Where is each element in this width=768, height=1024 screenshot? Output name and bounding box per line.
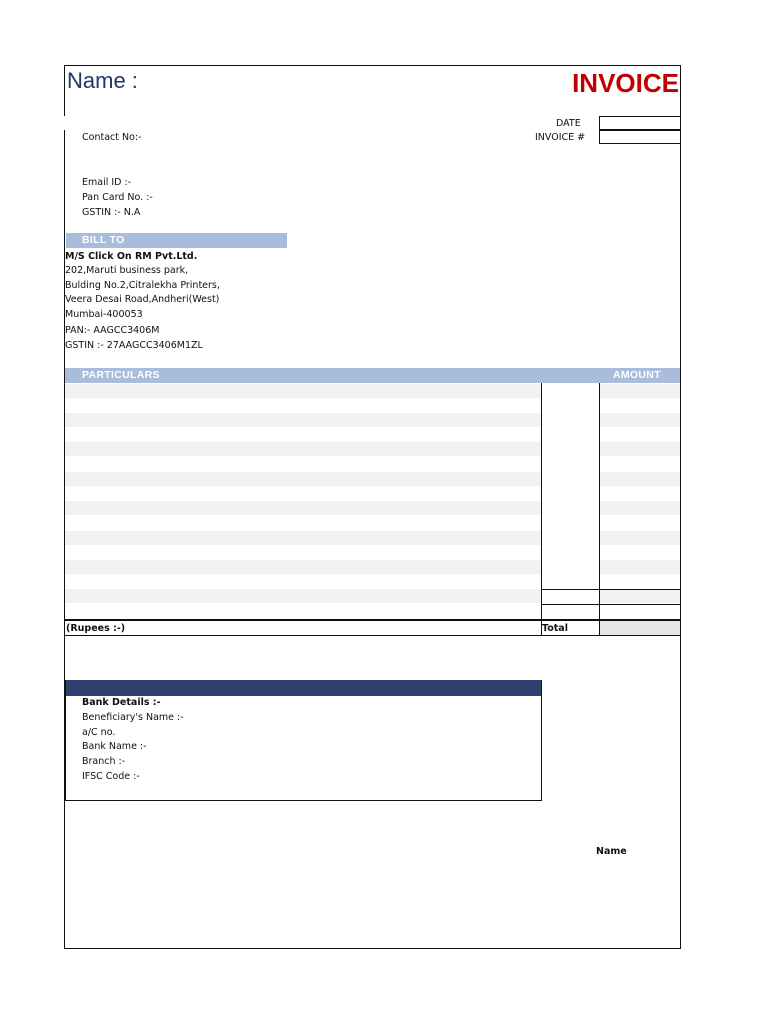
item-row[interactable]	[65, 531, 541, 545]
bill-to-gstin: GSTIN :- 27AAGCC3406M1ZL	[65, 340, 203, 351]
email-label: Email ID :-	[82, 177, 132, 188]
invoice-title: INVOICE	[572, 68, 679, 98]
total-bottom-rule	[65, 635, 681, 636]
amount-cell[interactable]	[600, 413, 680, 427]
account-label: a/C no.	[82, 727, 116, 738]
amount-cell[interactable]	[600, 472, 680, 486]
bill-to-address-3: Veera Desai Road,Andheri(West)	[65, 294, 220, 305]
bill-to-address-2: Bulding No.2,Citralekha Printers,	[65, 280, 220, 291]
amount-cell[interactable]	[600, 384, 680, 398]
gstin-label: GSTIN :- N.A	[82, 207, 141, 218]
row-divider	[541, 589, 681, 590]
border-gap	[63, 116, 67, 130]
bank-name-label: Bank Name :-	[82, 741, 147, 752]
rupees-label: (Rupees :-)	[66, 623, 126, 634]
date-field[interactable]	[599, 116, 681, 130]
signature-name-label: Name	[596, 846, 627, 857]
date-label: DATE	[556, 118, 581, 129]
particulars-bar	[65, 368, 680, 383]
item-row[interactable]	[65, 413, 541, 427]
item-row[interactable]	[65, 384, 541, 398]
total-amount-cell[interactable]	[600, 621, 680, 635]
item-row[interactable]	[65, 472, 541, 486]
amount-label: AMOUNT	[613, 369, 661, 381]
bill-to-pan: PAN:- AAGCC3406M	[65, 325, 160, 336]
item-row[interactable]	[65, 501, 541, 515]
particulars-label: PARTICULARS	[82, 369, 160, 381]
bill-to-address-4: Mumbai-400053	[65, 309, 143, 320]
name-heading: Name :	[67, 68, 138, 93]
bank-details-title: Bank Details :-	[82, 697, 161, 708]
pan-label: Pan Card No. :-	[82, 192, 153, 203]
amount-cell[interactable]	[600, 531, 680, 545]
branch-label: Branch :-	[82, 756, 126, 767]
bill-to-bar	[66, 233, 287, 248]
invoice-number-label: INVOICE #	[535, 132, 586, 143]
total-label: Total	[542, 623, 568, 634]
item-row[interactable]	[65, 589, 541, 603]
bill-to-company: M/S Click On RM Pvt.Ltd.	[65, 251, 198, 262]
column-divider	[541, 383, 542, 635]
invoice-number-field[interactable]	[599, 130, 681, 144]
bill-to-label: BILL TO	[82, 234, 125, 246]
ifsc-label: IFSC Code :-	[82, 771, 140, 782]
item-row[interactable]	[65, 442, 541, 456]
bill-to-address-1: 202,Maruti business park,	[65, 265, 189, 276]
item-row[interactable]	[65, 560, 541, 574]
beneficiary-label: Beneficiary's Name :-	[82, 712, 184, 723]
contact-label: Contact No:-	[82, 132, 142, 143]
column-divider	[599, 383, 600, 635]
amount-cell[interactable]	[600, 501, 680, 515]
row-divider	[541, 604, 681, 605]
amount-cell[interactable]	[600, 589, 680, 603]
amount-cell[interactable]	[600, 560, 680, 574]
table-bottom-rule	[65, 619, 681, 621]
amount-cell[interactable]	[600, 442, 680, 456]
